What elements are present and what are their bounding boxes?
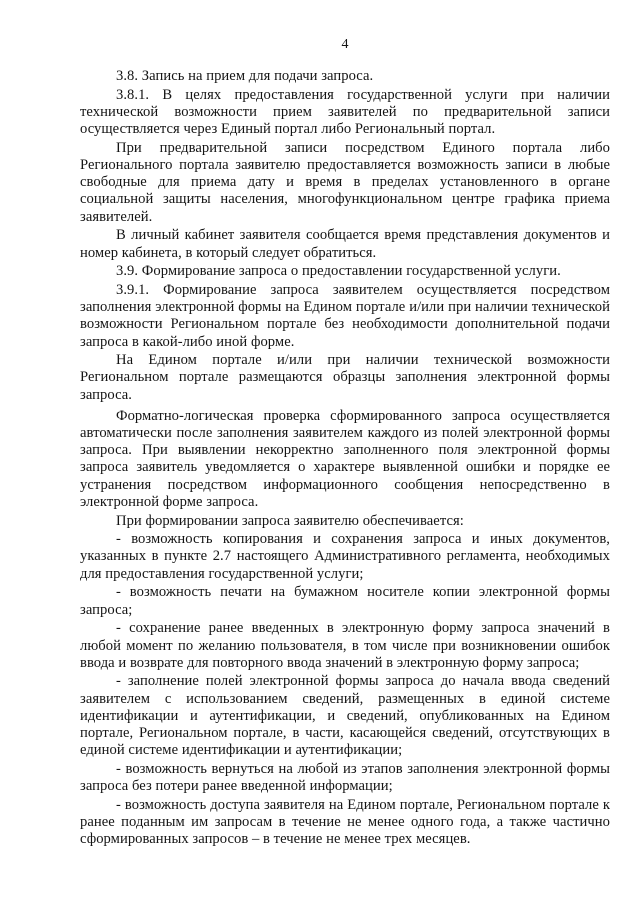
paragraph-3-9: 3.9. Формирование запроса о предоставлении государственной услуги. (116, 263, 561, 280)
page-number: 4 (341, 37, 349, 52)
list-item-saving: - сохранение ранее введенных в электронную форму запроса значений в любой момент по желанию пользователя, в том числе при возникновении ошибок ввода и возврате для повторного ввода значений в электронную форму запроса; (80, 620, 610, 671)
list-item-copying: - возможность копирования и сохранения запроса и иных документов, указанных в пункте 2.7 настоящего Административного регламента, необходимых для предоставления государственной услуги; (80, 531, 610, 582)
list-item-return: - возможность вернуться на любой из этапов заполнения электронной формы запроса без потери ранее введенной информации; (80, 760, 610, 795)
paragraph-format-check: Форматно-логическая проверка сформированного запроса осуществляется автоматически после заполнения заявителем каждого из полей электронной формы запроса. При выявлении некорректно заполненного поля электронной формы запроса заявитель уведомляется о характере выявленной ошибки и порядке ее устранения посредством информационного сообщения непосредственно в электронной форме запроса. (80, 407, 610, 510)
paragraph-personal-cabinet: В личный кабинет заявителя сообщается время представления документов и номер кабинета, в который следует обратиться. (80, 227, 610, 261)
list-item-printing: - возможность печати на бумажном носителе копии электронной формы запроса; (80, 584, 610, 618)
list-item-access: - возможность доступа заявителя на Едином портале, Региональном портале к ранее поданным им запросам в течение не менее одного года, а также частично сформированных запросов – в течение не менее трех месяцев. (80, 796, 610, 848)
document-page (80, 36, 610, 850)
paragraph-samples: На Едином портале и/или при наличии технической возможности Региональном портале размещаются образцы заполнения электронной формы запроса. (80, 352, 610, 403)
paragraph-3-8: 3.8. Запись на прием для подачи запроса. (116, 68, 374, 84)
paragraph-preliminary-record: При предварительной записи посредством Единого портала либо Регионального портала заявителю предоставляется возможность записи в любые свободные для приема дату и время в пределах установленного в органе социальной защиты населения, многофункциональном центре графика приема заявителей. (80, 139, 610, 225)
paragraph-provided-list-intro: При формировании запроса заявителю обеспечивается: (116, 512, 464, 529)
list-item-autofill: - заполнение полей электронной формы запроса до начала ввода сведений заявителем с использованием сведений, размещенных в единой системе идентификации и аутентификации, и сведений, опубликованных на Едином портале, Региональном портале, в части, касающейся сведений, отсутствующих в единой системе идентификации и аутентификации; (80, 673, 610, 759)
paragraph-3-8-1: 3.8.1. В целях предоставления государственной услуги при наличии технической возможности прием заявителей по предварительной записи осуществляется через Единый портал либо Региональный портал. (80, 86, 610, 138)
paragraph-3-9-1: 3.9.1. Формирование запроса заявителем осуществляется посредством заполнения электронной формы на Едином портале и/или при наличии технической возможности Региональном портале без необходимости дополнительной подачи запроса в какой-либо иной форме. (80, 281, 610, 350)
